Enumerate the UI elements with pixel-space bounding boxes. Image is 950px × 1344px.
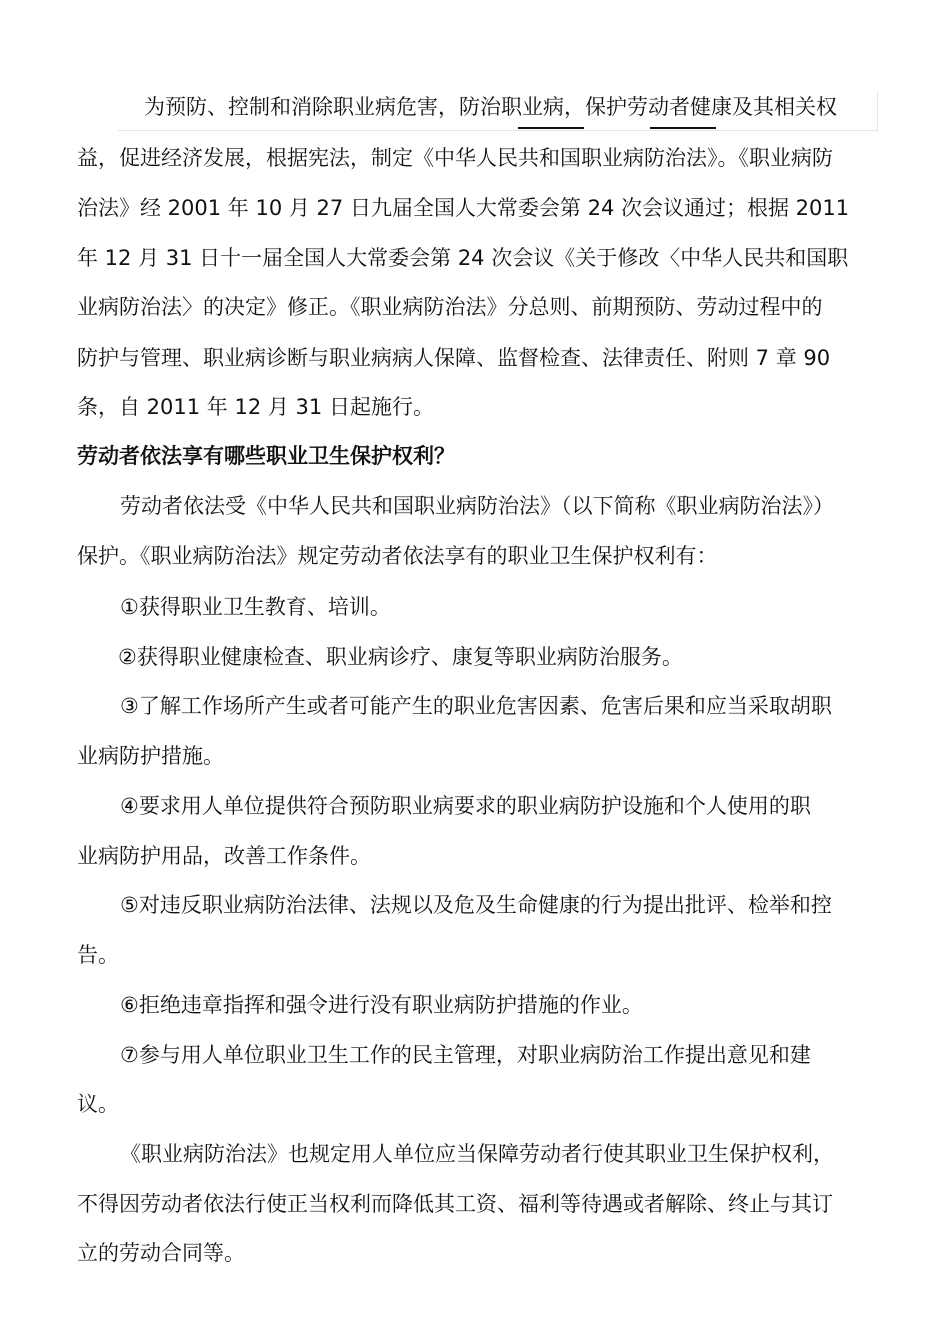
paragraph-line: 为预防、控制和消除职业病危害，防治职业病，保护劳动者健康及其相关权 — [144, 95, 837, 119]
list-item: ⑥拒绝违章指挥和强令进行没有职业病防护措施的作业。 — [120, 993, 643, 1017]
list-item: ④要求用人单位提供符合预防职业病要求的职业病防护设施和个人使用的职 — [120, 794, 811, 818]
header-rule — [118, 130, 878, 131]
paragraph-line: 立的劳动合同等。 — [77, 1241, 245, 1265]
paragraph-line: 益，促进经济发展，根据宪法，制定《中华人民共和国职业病防治法》。《职业病防 — [77, 146, 833, 170]
underline-mark — [650, 127, 716, 129]
list-item: ②获得职业健康检查、职业病诊疗、康复等职业病防治服务。 — [118, 645, 683, 669]
paragraph-line: 治法》经 2001 年 10 月 27 日九届全国人大常委会第 24 次会议通过；根据 2011 — [77, 196, 850, 220]
list-item: ③了解工作场所产生或者可能产生的职业危害因素、危害后果和应当采取胡职 — [120, 694, 832, 718]
list-item-continuation: 告。 — [77, 943, 119, 967]
list-item-continuation: 业病防护用品，改善工作条件。 — [77, 844, 371, 868]
list-item-continuation: 议。 — [77, 1092, 119, 1116]
list-item: ⑤对违反职业病防治法律、法规以及危及生命健康的行为提出批评、检举和控 — [120, 893, 832, 917]
underline-mark — [518, 127, 584, 129]
paragraph-line: 条，自 2011 年 12 月 31 日起施行。 — [77, 395, 434, 419]
paragraph-line: 防护与管理、职业病诊断与职业病病人保障、监督检查、法律责任、附则 7 章 90 — [77, 346, 831, 370]
paragraph-line: 《职业病防治法》也规定用人单位应当保障劳动者行使其职业卫生保护权利， — [120, 1142, 834, 1166]
paragraph-line: 保护。《职业病防治法》规定劳动者依法享有的职业卫生保护权利有： — [77, 544, 718, 568]
list-item: ①获得职业卫生教育、培训。 — [120, 595, 391, 619]
paragraph-line: 劳动者依法受《中华人民共和国职业病防治法》（以下简称《职业病防治法》） — [120, 494, 834, 518]
paragraph-line: 年 12 月 31 日十一届全国人大常委会第 24 次会议《关于修改〈中华人民共和国职 — [77, 246, 849, 270]
section-heading: 劳动者依法享有哪些职业卫生保护权利？ — [77, 444, 455, 468]
paragraph-line: 业病防治法〉的决定》修正。《职业病防治法》分总则、前期预防、劳动过程中的 — [77, 295, 823, 319]
list-item-continuation: 业病防护措施。 — [77, 744, 224, 768]
list-item: ⑦参与用人单位职业卫生工作的民主管理，对职业病防治工作提出意见和建 — [120, 1043, 811, 1067]
margin-rule — [877, 92, 878, 132]
paragraph-line: 不得因劳动者依法行使正当权利而降低其工资、福利等待遇或者解除、终止与其订 — [77, 1192, 833, 1216]
